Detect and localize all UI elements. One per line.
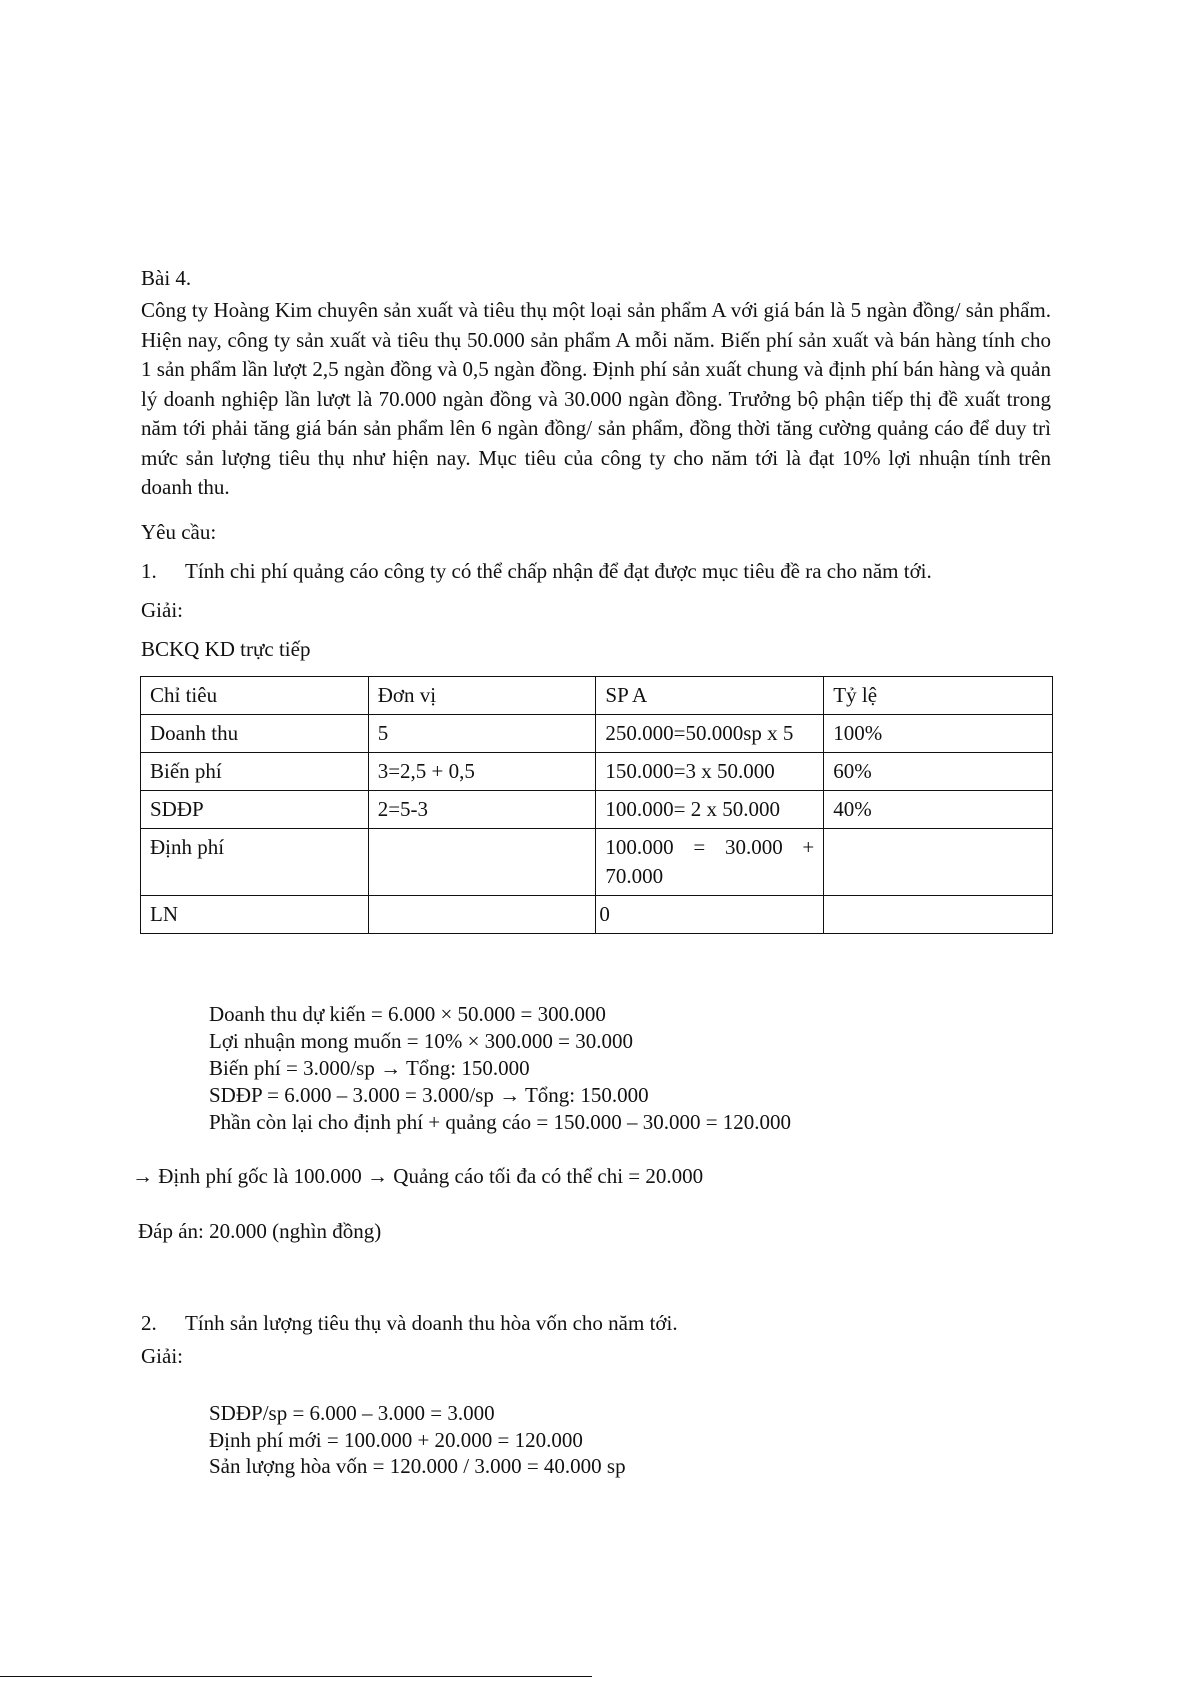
list-item: Phần còn lại cho định phí + quảng cáo = 150.000 – 30.000 = 120.000 [209,1110,792,1134]
table-cell [368,829,596,896]
table-cell: 2=5-3 [368,791,596,829]
question-1-text: Tính chi phí quảng cáo công ty có thể chấp nhận để đạt được mục tiêu đề ra cho năm tới. [185,559,932,583]
table-cell: 0 [596,896,824,934]
list-item: Biến phí = 3.000/sp → Tổng: 150.000 [209,1056,530,1080]
requirements-label: Yêu cầu: [141,520,217,544]
table-cell: SDĐP [141,791,369,829]
income-statement-table [140,676,1053,934]
table-cell: LN [141,896,369,934]
table-header-cell: Đơn vị [368,677,596,715]
exercise-title: Bài 4. [141,266,192,290]
table-header-cell: Chỉ tiêu [141,677,369,715]
table-cell [368,896,596,934]
table-cell: Biến phí [141,753,369,791]
problem-paragraph: Công ty Hoàng Kim chuyên sản xuất và tiêu thụ một loại sản phẩm A với giá bán là 5 ngàn đồng/ sản phẩm. Hiện nay, công ty sản xuất và tiêu thụ 50.000 sản phẩm A mỗi năm. Biến phí sản xuất và bán hàng tính cho 1 sản phẩm lần lượt 2,5 ngàn đồng và 0,5 ngàn đồng. Định phí sản xuất chung và định phí bán hàng và quản lý doanh nghiệp lần lượt là 70.000 ngàn đồng và 30.000 ngàn đồng. Trưởng bộ phận tiếp thị đề xuất trong năm tới phải tăng giá bán sản phẩm lên 6 ngàn đồng/ sản phẩm, đồng thời tăng cường quảng cáo để duy trì mức sản lượng tiêu thụ như hiện nay. Mục tiêu của công ty cho năm tới là đạt 10% lợi nhuận tính trên doanh thu. [141,298,1051,499]
footnote-separator [0,1676,592,1677]
list-item: Sản lượng hòa vốn = 120.000 / 3.000 = 40.000 sp [209,1454,626,1478]
list-item: Doanh thu dự kiến = 6.000 × 50.000 = 300.000 [209,1002,606,1026]
table-row [141,753,1053,791]
table-cell: 150.000=3 x 50.000 [596,753,824,791]
solution-label-2: Giải: [141,1344,183,1368]
list-item: SDĐP/sp = 6.000 – 3.000 = 3.000 [209,1401,495,1425]
table-cell [824,896,1053,934]
table-cell: 40% [824,791,1053,829]
question-2-number: 2. [141,1311,157,1335]
question-1-number: 1. [141,559,157,583]
table-cell: Doanh thu [141,715,369,753]
table-header-cell: SP A [596,677,824,715]
table-row [141,715,1053,753]
table-row [141,829,1053,896]
table-cell: 5 [368,715,596,753]
table-cell: 3=2,5 + 0,5 [368,753,596,791]
table-header-row [141,677,1053,715]
table-cell: 100.000= 2 x 50.000 [596,791,824,829]
conclusion-line: → Định phí gốc là 100.000 → Quảng cáo tối đa có thể chi = 20.000 [132,1164,704,1188]
list-item: SDĐP = 6.000 – 3.000 = 3.000/sp → Tổng: 150.000 [209,1083,649,1107]
table-cell: 100.000 = 30.000 + 70.000 [596,829,824,896]
table-cell: Định phí [141,829,369,896]
table-row [141,896,1053,934]
question-2-text: Tính sản lượng tiêu thụ và doanh thu hòa vốn cho năm tới. [185,1311,678,1335]
table-row [141,791,1053,829]
solution-label-1: Giải: [141,598,183,622]
table-header-cell: Tỷ lệ [824,677,1053,715]
table-cell: 60% [824,753,1053,791]
list-item: Định phí mới = 100.000 + 20.000 = 120.000 [209,1428,583,1452]
table-cell: 100% [824,715,1053,753]
answer-line: Đáp án: 20.000 (nghìn đồng) [138,1219,382,1243]
table-cell [824,829,1053,896]
list-item: Lợi nhuận mong muốn = 10% × 300.000 = 30.000 [209,1029,634,1053]
table-title: BCKQ KD trực tiếp [141,637,311,661]
table-cell: 250.000=50.000sp x 5 [596,715,824,753]
